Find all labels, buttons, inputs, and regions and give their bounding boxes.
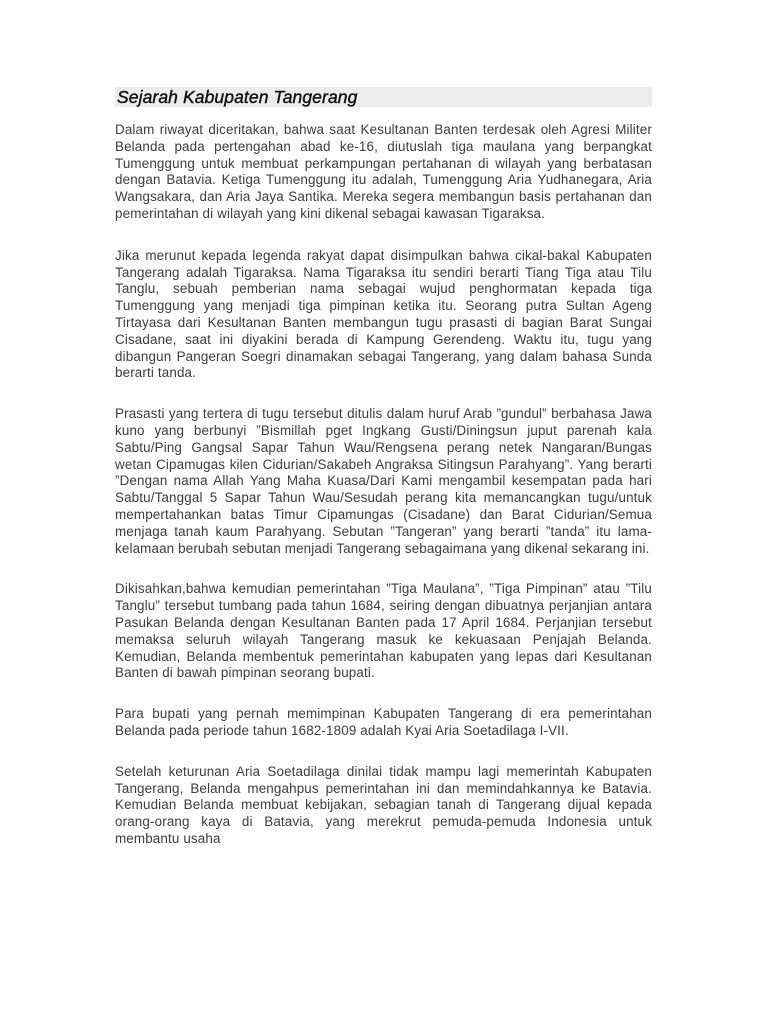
paragraph-1: Dalam riwayat diceritakan, bahwa saat Kesultanan Banten terdesak oleh Agresi Militer Belanda pada pertengahan abad ke-16, diutuslah tiga maulana yang berpangkat Tumenggung untuk membuat perkampungan pertahanan di wilayah yang berbatasan dengan Batavia. Ketiga Tumenggung itu adalah, Tumenggung Aria Yudhanegara, Aria Wangsakara, dan Aria Jaya Santika. Mereka segera membangun basis pertahanan dan pemerintahan di wilayah yang kini dikenal sebagai kawasan Tigaraksa. — [115, 122, 652, 221]
article-body — [115, 122, 652, 848]
paragraph-2: Jika merunut kepada legenda rakyat dapat disimpulkan bahwa cikal-bakal Kabupaten Tangerang adalah Tigaraksa. Nama Tigaraksa itu sendiri berarti Tiang Tiga atau Tilu Tanglu, sebuah pemberian nama sebagai wujud penghormatan kepada tiga Tumenggung yang menjadi tiga pimpinan ketika itu. Seorang putra Sultan Ageng Tirtayasa dari Kesultanan Banten membangun tugu prasasti di bagian Barat Sungai Cisadane, saat ini diyakini berada di Kampung Gerendeng. Waktu itu, tugu yang dibangun Pangeran Soegri dinamakan sebagai Tangerang, yang dalam bahasa Sunda berarti tanda. — [115, 247, 652, 381]
page-title: Sejarah Kabupaten Tangerang — [117, 86, 358, 107]
document-page — [115, 87, 652, 848]
title-band — [115, 87, 652, 107]
paragraph-3: Prasasti yang tertera di tugu tersebut ditulis dalam huruf Arab ”gundul” berbahasa Jawa kuno yang berbunyi ”Bismillah pget Ingkang Gusti/Diningsun juput parenah kala Sabtu/Ping Gangsal Sapar Tahun Wau/Rengsena perang netek Nangaran/Bungas wetan Cipamugas kilen Cidurian/Sakabeh Angraksa Sitingsun Parahyang”. Yang berarti ”Dengan nama Allah Yang Maha Kuasa/Dari Kami mengambil kesempatan pada hari Sabtu/Tanggal 5 Sapar Tahun Wau/Sesudah perang kita memancangkan tugu/untuk mempertahankan batas Timur Cipamungas (Cisadane) dan Barat Cidurian/Semua menjaga tanah kaum Parahyang. Sebutan ”Tangeran” yang berarti ”tanda” itu lama-kelamaan berubah sebutan menjadi Tangerang sebagaimana yang dikenal sekarang ini. — [115, 406, 652, 556]
paragraph-4: Dikisahkan,bahwa kemudian pemerintahan ”Tiga Maulana”, ”Tiga Pimpinan” atau ”Tilu Tanglu” tersebut tumbang pada tahun 1684, seiring dengan dibuatnya perjanjian antara Pasukan Belanda dengan Kesultanan Banten pada 17 April 1684. Perjanjian tersebut memaksa seluruh wilayah Tangerang masuk ke kekuasaan Penjajah Belanda. Kemudian, Belanda membentuk pemerintahan kabupaten yang lepas dari Kesultanan Banten di bawah pimpinan seorang bupati. — [115, 581, 652, 681]
paragraph-6: Setelah keturunan Aria Soetadilaga dinilai tidak mampu lagi memerintah Kabupaten Tangerang, Belanda mengahpus pemerintahan ini dan memindahkannya ke Batavia. Kemudian Belanda membuat kebijakan, sebagian tanah di Tangerang dijual kepada orang-orang kaya di Batavia, yang merekrut pemuda-pemuda Indonesia untuk membantu usaha — [115, 763, 652, 846]
paragraph-5: Para bupati yang pernah memimpinan Kabupaten Tangerang di era pemerintahan Belanda pada periode tahun 1682-1809 adalah Kyai Aria Soetadilaga I-VII. — [115, 706, 652, 738]
